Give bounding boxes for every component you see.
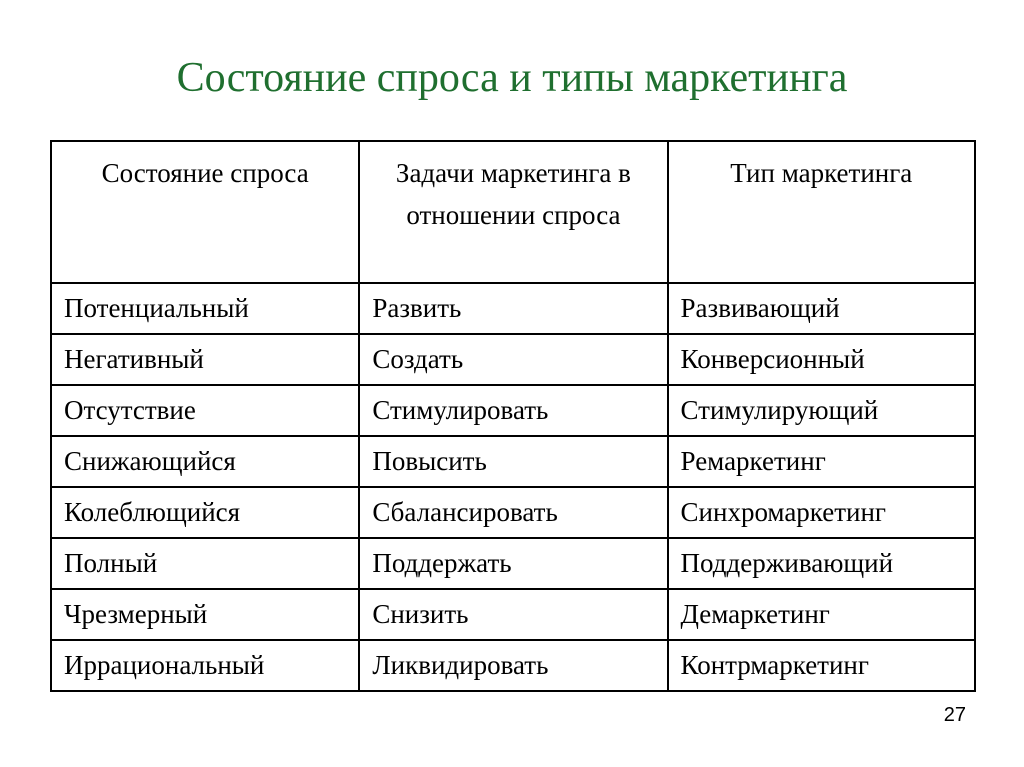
cell-demand-state: Колеблющийся <box>51 487 359 538</box>
cell-marketing-type: Демаркетинг <box>668 589 975 640</box>
cell-marketing-type: Ремаркетинг <box>668 436 975 487</box>
cell-marketing-type: Контрмаркетинг <box>668 640 975 691</box>
cell-marketing-task: Повысить <box>359 436 667 487</box>
cell-demand-state: Снижающийся <box>51 436 359 487</box>
demand-marketing-table <box>50 140 976 692</box>
cell-demand-state: Чрезмерный <box>51 589 359 640</box>
cell-marketing-type: Поддерживающий <box>668 538 975 589</box>
table-row <box>51 283 975 334</box>
cell-demand-state: Иррациональный <box>51 640 359 691</box>
table-header-row <box>51 141 975 283</box>
table-row <box>51 436 975 487</box>
table-row <box>51 385 975 436</box>
cell-marketing-type: Конверсионный <box>668 334 975 385</box>
cell-demand-state: Отсутствие <box>51 385 359 436</box>
table-row <box>51 589 975 640</box>
cell-marketing-task: Поддержать <box>359 538 667 589</box>
cell-demand-state: Негативный <box>51 334 359 385</box>
table-row <box>51 538 975 589</box>
table-row <box>51 334 975 385</box>
cell-marketing-type: Стимулирующий <box>668 385 975 436</box>
header-marketing-tasks: Задачи маркетинга в отношении спроса <box>359 141 667 283</box>
cell-marketing-type: Синхромаркетинг <box>668 487 975 538</box>
cell-marketing-type: Развивающий <box>668 283 975 334</box>
slide-title: Состояние спроса и типы маркетинга <box>176 55 848 101</box>
cell-marketing-task: Создать <box>359 334 667 385</box>
table-row <box>51 487 975 538</box>
page-number: 27 <box>943 704 966 726</box>
header-demand-state: Состояние спроса <box>51 141 359 283</box>
cell-marketing-task: Сбалансировать <box>359 487 667 538</box>
cell-marketing-task: Ликвидировать <box>359 640 667 691</box>
cell-demand-state: Полный <box>51 538 359 589</box>
cell-demand-state: Потенциальный <box>51 283 359 334</box>
cell-marketing-task: Развить <box>359 283 667 334</box>
cell-marketing-task: Стимулировать <box>359 385 667 436</box>
header-marketing-type: Тип маркетинга <box>668 141 975 283</box>
table-row <box>51 640 975 691</box>
cell-marketing-task: Снизить <box>359 589 667 640</box>
